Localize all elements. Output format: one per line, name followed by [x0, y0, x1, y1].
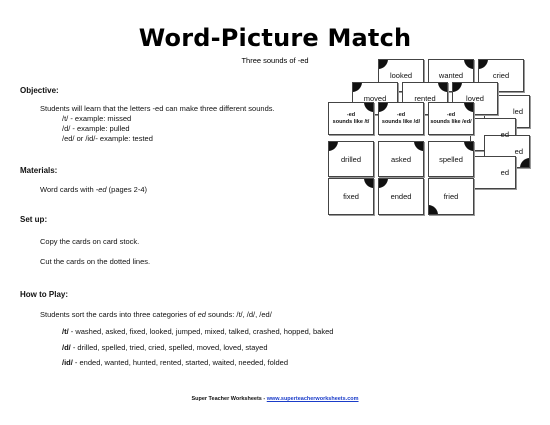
- card-fixed: [328, 178, 374, 215]
- objective-heading: Objective:: [20, 86, 59, 95]
- card-header-line2: sounds like /ed/: [430, 118, 472, 125]
- card-right-edge-4: [470, 156, 516, 189]
- materials-line-suffix: (pages 2-4): [106, 185, 147, 194]
- materials-line-prefix: Word cards with: [40, 185, 96, 194]
- howto-row-d-text: - drilled, spelled, tried, cried, spelled, moved, loved, stayed: [70, 343, 268, 352]
- card-header-line1: -ed: [396, 111, 406, 118]
- setup-line-cut: Cut the cards on the dotted lines.: [40, 257, 151, 266]
- howto-row-id-text: - ended, wanted, hunted, rented, started, waited, needed, folded: [72, 358, 288, 367]
- howto-row-t-label: /t/: [62, 327, 69, 336]
- page-subtitle: Three sounds of -ed: [241, 56, 309, 65]
- objective-line-d: /d/ - example: pulled: [62, 124, 130, 133]
- card-label: fried: [443, 192, 459, 201]
- card-header-t: [328, 102, 374, 135]
- howto-intro-em: ed: [197, 310, 206, 319]
- card-label: fixed: [343, 192, 359, 201]
- objective-intro: Students will learn that the letters -ed can make three different sounds.: [40, 104, 275, 113]
- howto-heading: How to Play:: [20, 290, 69, 299]
- materials-line: [40, 185, 147, 194]
- card-label: led: [512, 107, 523, 116]
- card-label: looked: [389, 71, 413, 80]
- card-label: moved: [363, 94, 387, 103]
- card-header-d: [378, 102, 424, 135]
- page-title: Word-Picture Match: [138, 24, 412, 52]
- howto-intro-suffix: sounds: /t/, /d/, /ed/: [205, 310, 272, 319]
- card-drilled: [328, 141, 374, 177]
- howto-intro-prefix: Students sort the cards into three categories of: [40, 310, 198, 319]
- card-spelled: [428, 141, 474, 177]
- footer: [0, 396, 550, 402]
- card-label: drilled: [340, 154, 361, 164]
- card-label: ended: [390, 192, 412, 201]
- howto-row-t: [62, 327, 333, 336]
- card-header-line1: -ed: [446, 111, 456, 118]
- howto-row-d: [62, 343, 268, 352]
- card-label: ed: [500, 130, 509, 139]
- card-header-line2: sounds like /d/: [381, 118, 421, 125]
- card-asked: [378, 141, 424, 177]
- objective-line-t: /t/ - example: missed: [62, 114, 132, 123]
- card-label: spelled: [439, 154, 463, 164]
- footer-prefix: Super Teacher Worksheets -: [191, 396, 267, 402]
- howto-row-d-label: /d/: [62, 343, 71, 352]
- howto-row-id-label: /id/: [62, 358, 73, 367]
- setup-heading: Set up:: [20, 215, 48, 224]
- card-header-line1: -ed: [346, 111, 356, 118]
- setup-line-copy: Copy the cards on card stock.: [40, 237, 140, 246]
- card-label: wanted: [438, 71, 464, 80]
- card-label: asked: [390, 154, 411, 164]
- card-header-line2: sounds like /t/: [332, 118, 370, 125]
- howto-row-id: [62, 358, 288, 367]
- materials-heading: Materials:: [20, 166, 58, 175]
- card-label: cried: [492, 71, 510, 80]
- card-label: ed: [514, 147, 523, 156]
- card-header-ed: [428, 102, 474, 135]
- materials-line-em: -ed: [95, 185, 107, 194]
- objective-line-ed: /ed/ or /id/- example: tested: [62, 134, 153, 143]
- card-ended: [378, 178, 424, 215]
- card-label: ed: [500, 168, 509, 177]
- card-label: loved: [466, 94, 484, 103]
- card-fried: [428, 178, 474, 215]
- card-label: rented: [414, 94, 436, 103]
- howto-intro: [40, 310, 272, 319]
- footer-link[interactable]: www.superteacherworksheets.com: [266, 396, 359, 402]
- howto-row-t-text: - washed, asked, fixed, looked, jumped, mixed, talked, crashed, hopped, baked: [68, 327, 334, 336]
